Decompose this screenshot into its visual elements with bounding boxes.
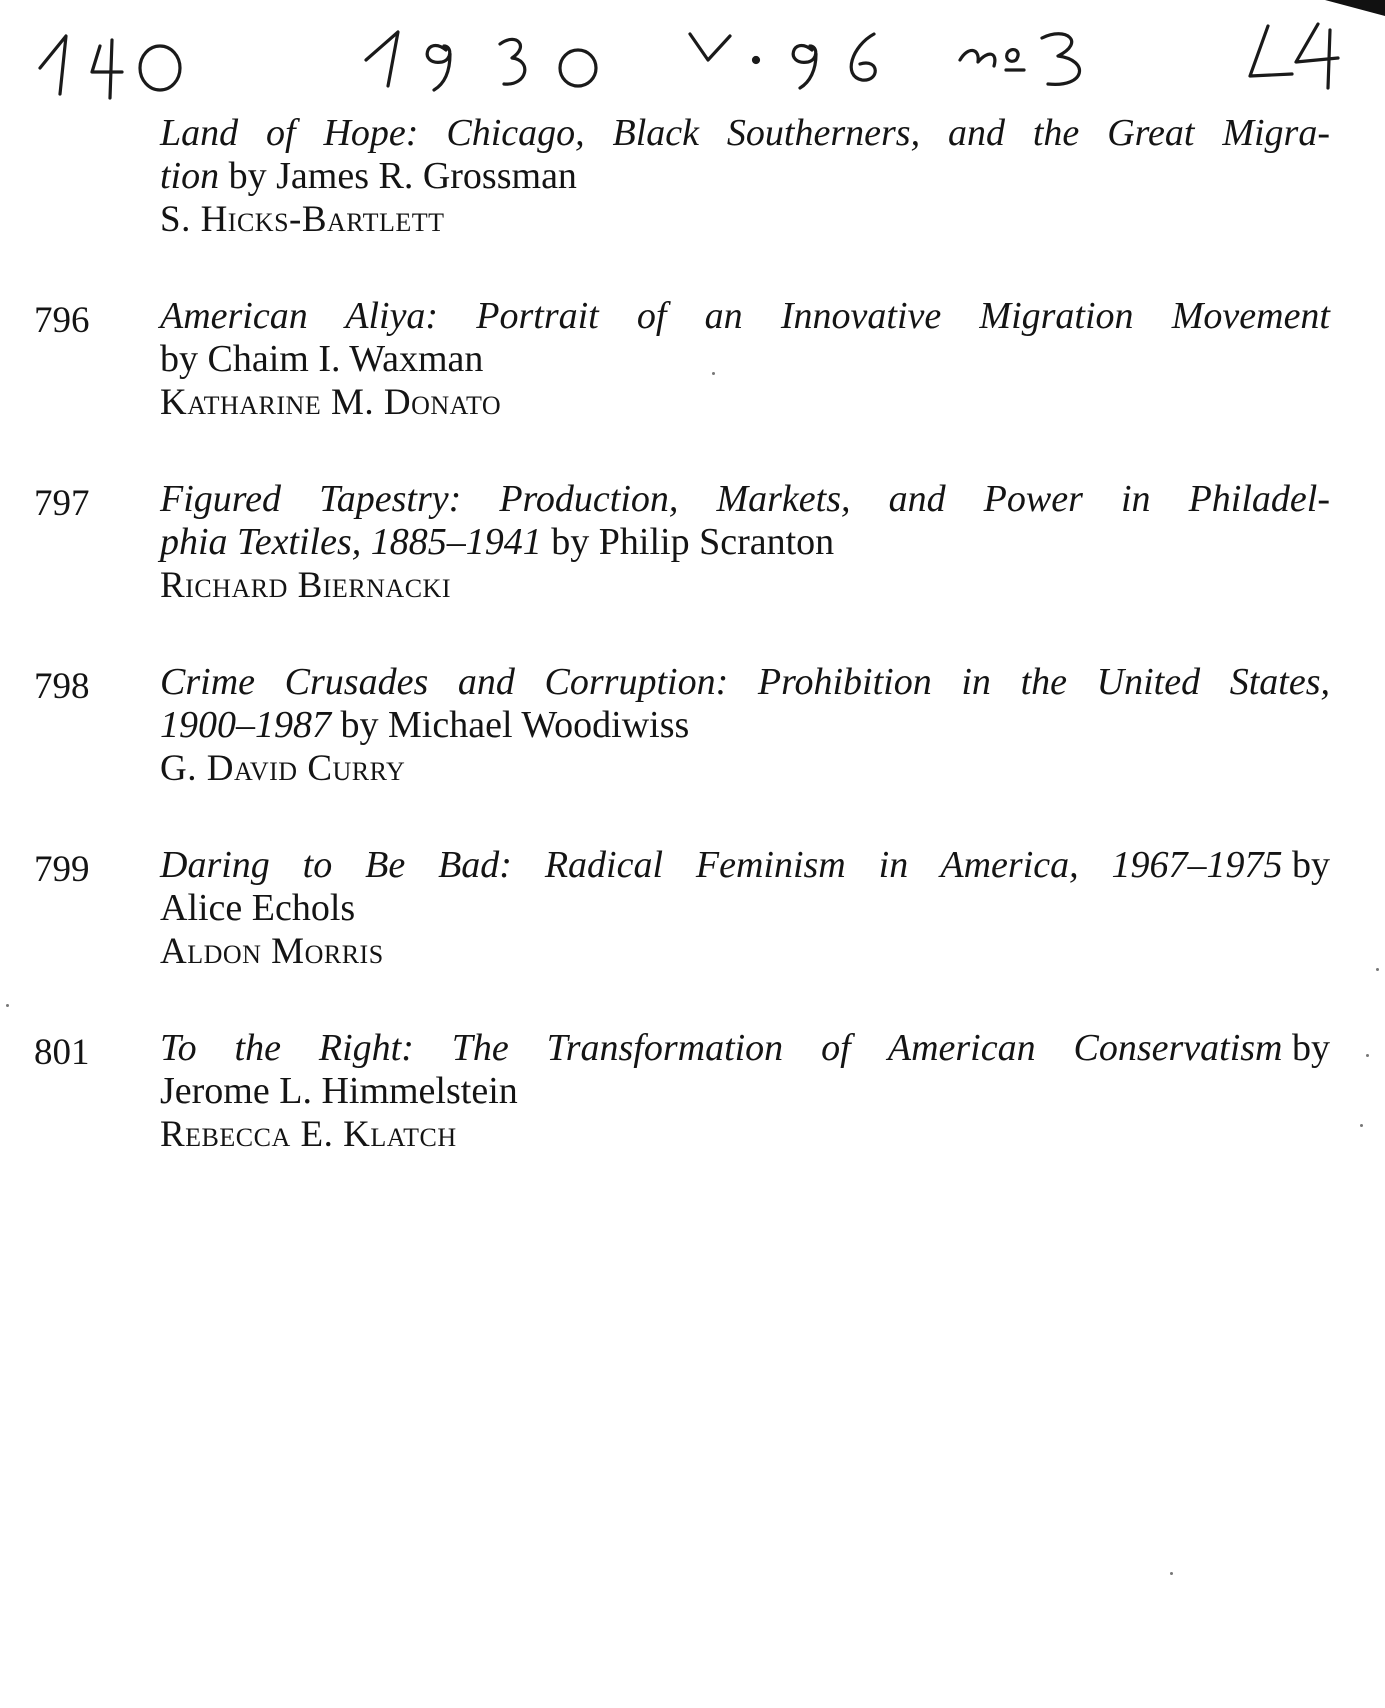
book-author: Jerome L. Himmelstein <box>160 1070 518 1112</box>
scan-speck <box>1360 1124 1363 1127</box>
book-title: Daring to Be Bad: Radical Feminism in America, 1967–1975 <box>160 844 1283 886</box>
entry-body <box>160 844 1330 973</box>
reviewer-name: Aldon Morris <box>160 931 384 972</box>
reviewer-name: G. David Curry <box>160 748 406 789</box>
handwritten-shelf-number <box>40 36 180 98</box>
handwritten-issue <box>960 34 1080 85</box>
book-title-continued: phia Textiles, 1885–1941 <box>160 521 542 563</box>
reviewer-name: Richard Biernacki <box>160 565 451 606</box>
page-number: 801 <box>34 1032 90 1073</box>
book-title: Land of Hope: Chicago, Black Southerners, and the Great Migra- <box>160 112 1330 154</box>
page-number: 797 <box>34 483 90 524</box>
scan-speck <box>1366 1054 1369 1057</box>
book-title-continued: 1900–1987 <box>160 704 331 746</box>
book-title: Figured Tapestry: Production, Markets, and Power in Philadel- <box>160 478 1330 520</box>
reviewer-name: S. Hicks-Bartlett <box>160 199 445 240</box>
list-item <box>0 840 1385 1023</box>
list-item <box>0 291 1385 474</box>
book-title: Crime Crusades and Corruption: Prohibition in the United States, <box>160 661 1330 703</box>
scan-speck <box>6 1004 9 1007</box>
handwritten-volume <box>690 34 875 88</box>
book-title: American Aliya: Portrait of an Innovative Migration Movement <box>160 295 1330 337</box>
book-author: by James R. Grossman <box>219 155 577 197</box>
reviewer-name: Rebecca E. Klatch <box>160 1114 457 1155</box>
list-item <box>0 657 1385 840</box>
book-author: by Chaim I. Waxman <box>160 338 484 380</box>
entry-body <box>160 295 1330 424</box>
byline-connector: by <box>1282 1027 1330 1069</box>
book-title-continued: tion <box>160 155 220 197</box>
handwritten-copy-code <box>1250 24 1338 88</box>
page-number: 796 <box>34 300 90 341</box>
book-author: by Philip Scranton <box>541 521 835 563</box>
list-item <box>0 1023 1385 1206</box>
book-author: Alice Echols <box>160 887 356 929</box>
scan-speck <box>1376 968 1379 971</box>
page-number: 798 <box>34 666 90 707</box>
reviewer-name: Katharine M. Donato <box>160 382 502 423</box>
page-number: 799 <box>34 849 90 890</box>
entry-body <box>160 478 1330 607</box>
book-review-list <box>0 108 1385 1206</box>
entry-body <box>160 661 1330 790</box>
entry-body <box>160 112 1330 241</box>
scan-speck <box>1170 1572 1173 1575</box>
book-author: by Michael Woodiwiss <box>331 704 690 746</box>
entry-body <box>160 1027 1330 1156</box>
scan-speck <box>712 372 715 375</box>
list-item <box>0 474 1385 657</box>
book-title: To the Right: The Transformation of American Conservatism <box>160 1027 1283 1069</box>
handwritten-year <box>366 32 596 90</box>
byline-connector: by <box>1282 844 1330 886</box>
list-item <box>0 108 1385 291</box>
